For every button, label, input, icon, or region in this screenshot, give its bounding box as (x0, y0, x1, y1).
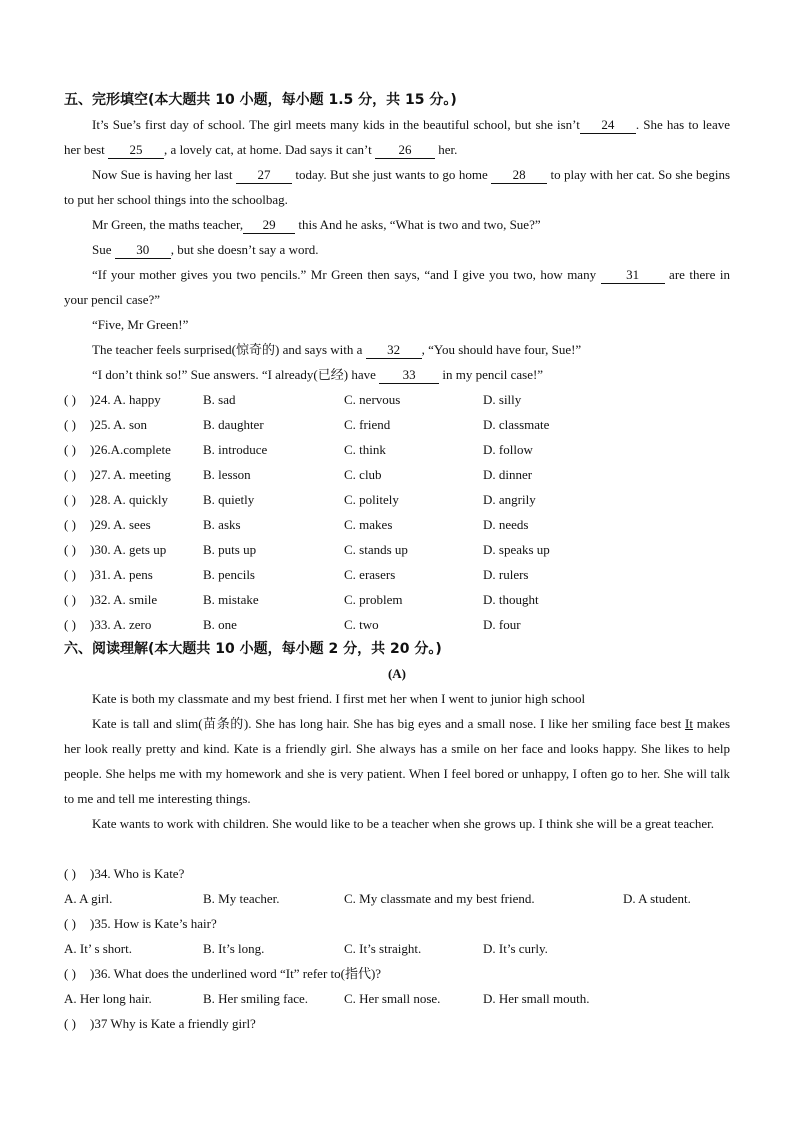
option-row-29 (64, 512, 730, 537)
option-a[interactable]: )30. A. gets up (90, 542, 167, 557)
option-c[interactable]: C. problem (344, 592, 403, 607)
option-c[interactable]: C. Her small nose. (344, 991, 441, 1006)
question-34 (64, 861, 730, 886)
option-a[interactable]: )33. A. zero (90, 617, 152, 632)
option-d[interactable]: D. classmate (483, 417, 550, 432)
option-row-25 (64, 412, 730, 437)
answer-paren[interactable]: ( ) (64, 442, 76, 457)
question-35 (64, 911, 730, 936)
option-d[interactable]: D. It’s curly. (483, 941, 548, 956)
reading-paragraph-3: Kate wants to work with children. She would like to be a teacher when she grows up. I think she will be a great teacher. (92, 816, 715, 831)
option-row-26 (64, 437, 730, 462)
reading-paragraph-1: Kate is both my classmate and my best friend. I first met her when I went to junior high school (92, 691, 586, 706)
question-36-options (64, 986, 730, 1011)
answer-paren[interactable]: ( ) (64, 966, 76, 981)
option-d[interactable]: D. rulers (483, 567, 529, 582)
option-row-27 (64, 462, 730, 487)
cloze-paragraph-8: “I don’t think so!” Sue answers. “I already(已经) have 33 in my pencil case!” (92, 367, 544, 382)
cloze-paragraph-1: It’s Sue’s first day of school. The girl meets many kids in the beautiful school, but she isn’t 24 . She has to leave her best 25 , a lovely cat, at home. Dad says it can’t 26 her. (64, 117, 730, 157)
answer-paren[interactable]: ( ) (64, 417, 76, 432)
option-c[interactable]: C. makes (344, 517, 393, 532)
option-d[interactable]: D. speaks up (483, 542, 550, 557)
option-row-33 (64, 612, 730, 637)
answer-paren[interactable]: ( ) (64, 592, 76, 607)
option-b[interactable]: B. one (203, 617, 237, 632)
option-row-28 (64, 487, 730, 512)
option-a[interactable]: )26.A.complete (90, 442, 171, 457)
option-b[interactable]: B. daughter (203, 417, 264, 432)
blank-30[interactable]: 30 (115, 241, 171, 259)
option-c[interactable]: C. friend (344, 417, 391, 432)
option-b[interactable]: B. pencils (203, 567, 255, 582)
cloze-paragraph-4: Sue 30 , but she doesn’t say a word. (92, 242, 319, 257)
cloze-paragraph-5: “If your mother gives you two pencils.” Mr Green then says, “and I give you two, how many 31 are there in your pencil case?” (64, 267, 730, 307)
option-b[interactable]: B. sad (203, 392, 236, 407)
question-36 (64, 961, 730, 986)
option-row-30 (64, 537, 730, 562)
option-b[interactable]: B. lesson (203, 467, 251, 482)
blank-24[interactable]: 24 (580, 116, 636, 134)
option-a[interactable]: )27. A. meeting (90, 467, 171, 482)
option-c[interactable]: C. nervous (344, 392, 401, 407)
blank-26[interactable]: 26 (375, 141, 435, 159)
option-row-32 (64, 587, 730, 612)
answer-paren[interactable]: ( ) (64, 517, 76, 532)
question-35-options (64, 936, 730, 961)
cloze-paragraph-7: The teacher feels surprised(惊奇的) and says with a 32 , “You should have four, Sue!” (92, 342, 582, 357)
option-b[interactable]: B. It’s long. (203, 941, 265, 956)
option-a[interactable]: )29. A. sees (90, 517, 151, 532)
option-d[interactable]: D. Her small mouth. (483, 991, 590, 1006)
option-d[interactable]: D. silly (483, 392, 522, 407)
underlined-word-it: It (685, 716, 693, 731)
option-d[interactable]: D. follow (483, 442, 533, 457)
answer-paren[interactable]: ( ) (64, 617, 76, 632)
question-stem: )37 Why is Kate a friendly girl? (90, 1016, 256, 1031)
question-stem: )35. How is Kate’s hair? (90, 916, 217, 931)
option-d[interactable]: D. angrily (483, 492, 536, 507)
cloze-paragraph-2: Now Sue is having her last 27 today. But she just wants to go home 28 to play with her cat. So she begins to put her school things into the schoolbag. (64, 167, 730, 207)
option-d[interactable]: D. thought (483, 592, 539, 607)
option-a[interactable]: A. Her long hair. (64, 991, 152, 1006)
option-c[interactable]: C. stands up (344, 542, 408, 557)
blank-33[interactable]: 33 (379, 366, 439, 384)
option-a[interactable]: )24. A. happy (90, 392, 161, 407)
blank-32[interactable]: 32 (366, 341, 422, 359)
section-5-title: 五、完形填空(本大题共 10 小题，每小题 1.5 分，共 15 分。) (64, 92, 457, 108)
answer-paren[interactable]: ( ) (64, 567, 76, 582)
question-34-options (64, 886, 730, 911)
option-a[interactable]: )31. A. pens (90, 567, 153, 582)
option-c[interactable]: C. My classmate and my best friend. (344, 891, 535, 906)
answer-paren[interactable]: ( ) (64, 916, 76, 931)
passage-a-label: (A) (387, 666, 407, 681)
answer-paren[interactable]: ( ) (64, 467, 76, 482)
option-d[interactable]: D. dinner (483, 467, 533, 482)
question-stem: )34. Who is Kate? (90, 866, 185, 881)
question-stem: )36. What does the underlined word “It” refer to(指代)? (90, 966, 382, 981)
answer-paren[interactable]: ( ) (64, 866, 76, 881)
reading-paragraph-2: Kate is tall and slim(苗条的). She has long hair. She has big eyes and a small nose. I like her smiling face best It makes her look really pretty and kind. Kate is a friendly girl. She always has a smile on her face and looks happy. She likes to help people. She helps me with my homework and she is very patient. When I feel bored or unhappy, I often go to her. She will talk to me and tell me interesting things. (64, 716, 730, 806)
answer-paren[interactable]: ( ) (64, 392, 76, 407)
option-a[interactable]: )32. A. smile (90, 592, 158, 607)
blank-25[interactable]: 25 (108, 141, 164, 159)
option-d[interactable]: D. needs (483, 517, 529, 532)
answer-paren[interactable]: ( ) (64, 542, 76, 557)
option-b[interactable]: B. puts up (203, 542, 257, 557)
question-37 (64, 1011, 730, 1036)
option-row-31 (64, 562, 730, 587)
option-b[interactable]: B. My teacher. (203, 891, 280, 906)
option-a[interactable]: A. It’ s short. (64, 941, 133, 956)
option-c[interactable]: C. two (344, 617, 379, 632)
option-c[interactable]: C. It’s straight. (344, 941, 422, 956)
option-row-24 (64, 387, 730, 412)
option-b[interactable]: B. quietly (203, 492, 255, 507)
option-d[interactable]: D. four (483, 617, 521, 632)
option-c[interactable]: C. club (344, 467, 382, 482)
option-b[interactable]: B. Her smiling face. (203, 991, 309, 1006)
answer-paren[interactable]: ( ) (64, 1016, 76, 1031)
option-a[interactable]: )28. A. quickly (90, 492, 168, 507)
option-c[interactable]: C. think (344, 442, 386, 457)
blank-31[interactable]: 31 (601, 266, 665, 284)
blank-28[interactable]: 28 (491, 166, 547, 184)
answer-paren[interactable]: ( ) (64, 492, 76, 507)
option-d[interactable]: D. A student. (623, 891, 691, 906)
option-a[interactable]: )25. A. son (90, 417, 148, 432)
option-b[interactable]: B. asks (203, 517, 241, 532)
section-6-title: 六、阅读理解(本大题共 10 小题，每小题 2 分，共 20 分。) (64, 641, 442, 657)
blank-27[interactable]: 27 (236, 166, 292, 184)
option-b[interactable]: B. introduce (203, 442, 268, 457)
option-c[interactable]: C. erasers (344, 567, 396, 582)
cloze-paragraph-3: Mr Green, the maths teacher, 29 this And he asks, “What is two and two, Sue?” (92, 217, 541, 232)
option-b[interactable]: B. mistake (203, 592, 259, 607)
option-a[interactable]: A. A girl. (64, 891, 113, 906)
cloze-paragraph-6: “Five, Mr Green!” (92, 317, 189, 332)
option-c[interactable]: C. politely (344, 492, 399, 507)
blank-29[interactable]: 29 (243, 216, 295, 234)
